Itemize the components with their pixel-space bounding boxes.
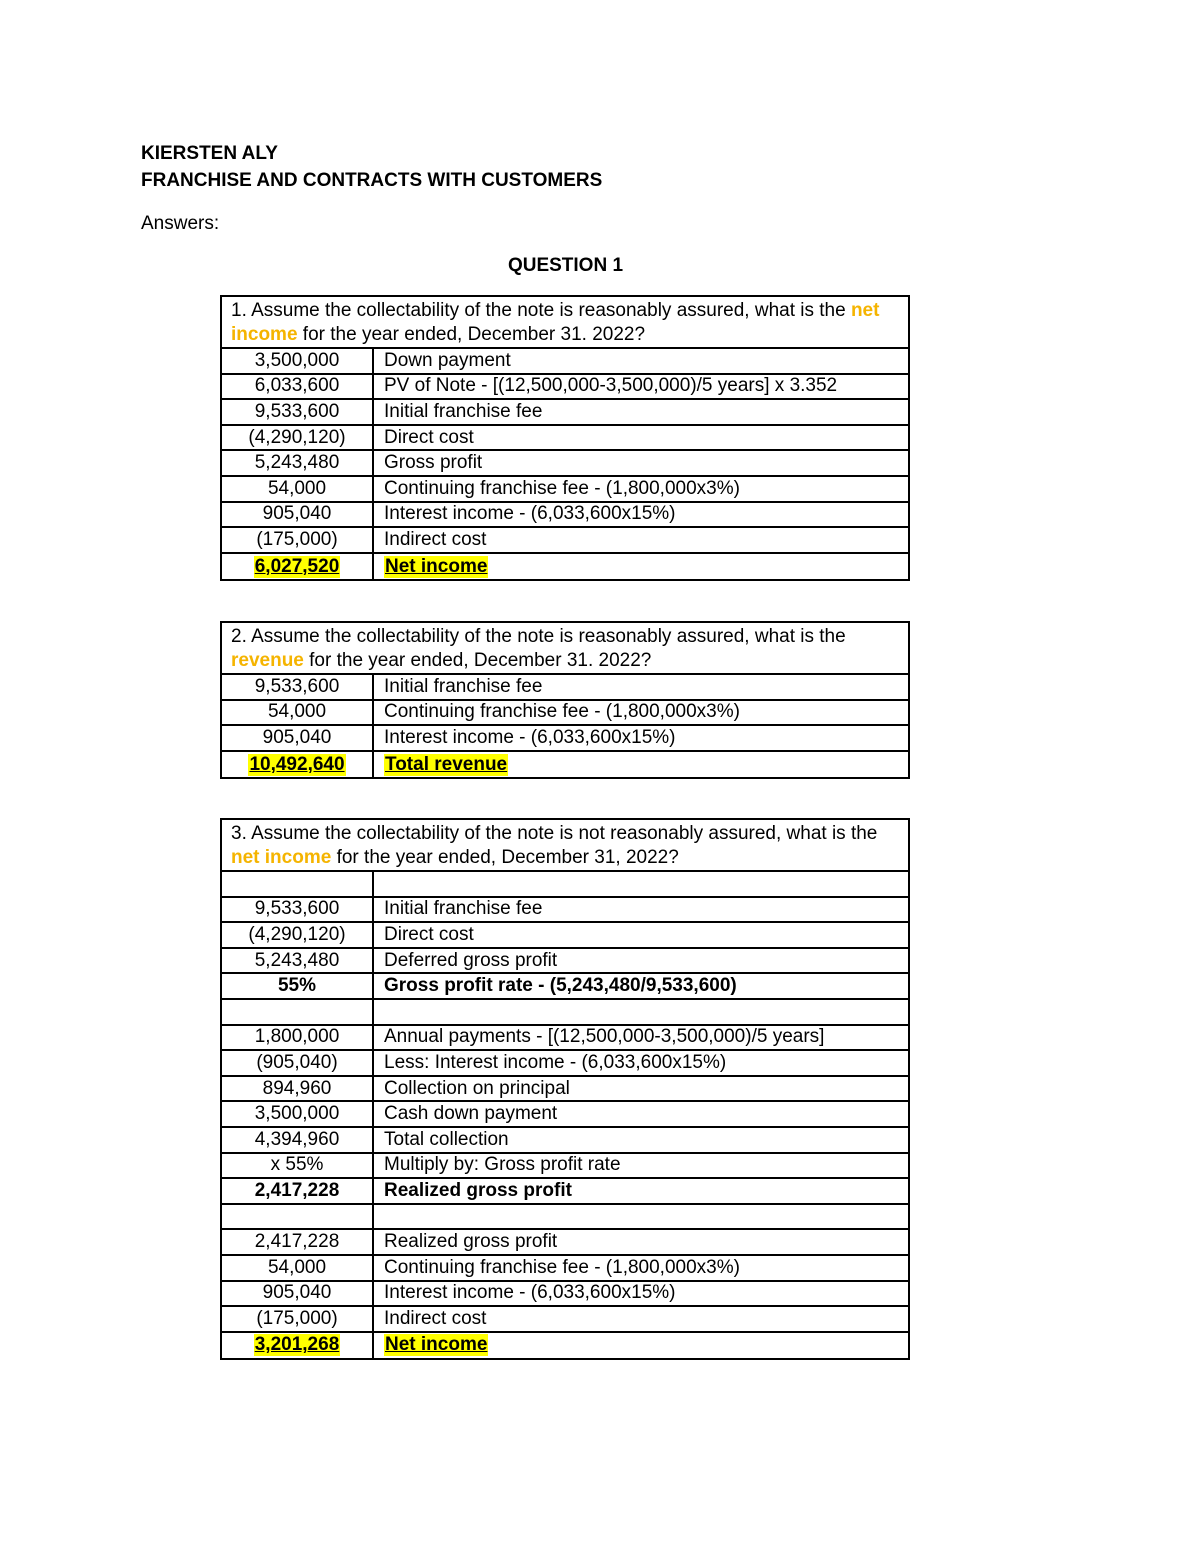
description-text: Realized gross profit (384, 1179, 572, 1201)
table-row (222, 1230, 908, 1256)
amount-cell (222, 1179, 374, 1203)
description-text: Indirect cost (384, 1307, 487, 1329)
table-row (222, 974, 908, 1000)
description-cell (374, 1077, 908, 1101)
question-prompt (222, 297, 908, 349)
amount-cell (222, 349, 374, 373)
description-cell (374, 477, 908, 501)
table-row (222, 503, 908, 529)
amount-value: 3,500,000 (254, 1103, 340, 1125)
description-text: Cash down payment (384, 1103, 558, 1125)
description-cell (374, 528, 908, 552)
description-text: Multiply by: Gross profit rate (384, 1154, 621, 1176)
amount-cell (222, 477, 374, 501)
question-title: QUESTION 1 (507, 255, 624, 276)
description-cell (374, 1128, 908, 1152)
description-text: Realized gross profit (384, 1231, 558, 1253)
table-row (222, 1179, 908, 1205)
amount-cell (222, 974, 374, 998)
table-row (222, 528, 908, 554)
description-text: Indirect cost (384, 528, 487, 550)
table-row (222, 375, 908, 401)
amount-cell (222, 872, 374, 896)
description-text: Net income (385, 1334, 488, 1356)
amount-value: 3,201,268 (254, 1334, 340, 1356)
description-text: Initial franchise fee (384, 400, 543, 422)
description-text: Continuing franchise fee - (1,800,000x3%) (384, 701, 740, 723)
answer-table-3 (220, 818, 910, 1360)
prompt-text: 3. Assume the collectability of the note is not reasonably assured, what is the (231, 823, 878, 844)
amount-cell (222, 503, 374, 527)
table-row (222, 726, 908, 752)
amount-value: 54,000 (267, 1256, 327, 1278)
amount-cell (222, 1077, 374, 1101)
table-row (222, 1205, 908, 1231)
prompt-text: for the year ended, December 31. 2022? (297, 324, 646, 345)
description-text: Total revenue (385, 753, 508, 775)
amount-cell (222, 554, 374, 580)
question-prompt (222, 820, 908, 872)
amount-cell (222, 1230, 374, 1254)
amount-cell (222, 1205, 374, 1229)
amount-cell (222, 1026, 374, 1050)
description-text: Direct cost (384, 923, 474, 945)
amount-value: 54,000 (267, 477, 327, 499)
amount-value: 6,033,600 (254, 375, 340, 397)
description-cell (374, 1282, 908, 1306)
answer-table-2 (220, 621, 910, 779)
description-text: Collection on principal (384, 1077, 570, 1099)
table-row (222, 426, 908, 452)
description-text: Gross profit rate - (5,243,480/9,533,600) (384, 975, 737, 997)
amount-cell (222, 375, 374, 399)
description-cell (374, 1230, 908, 1254)
description-cell (374, 1102, 908, 1126)
amount-cell (222, 1051, 374, 1075)
amount-value: 6,027,520 (254, 555, 340, 577)
description-text: Gross profit (384, 452, 483, 474)
description-cell (374, 1256, 908, 1280)
amount-value: 5,243,480 (254, 452, 340, 474)
description-cell (374, 1205, 908, 1229)
amount-value: 10,492,640 (249, 753, 345, 775)
amount-value: (905,040) (256, 1051, 338, 1073)
prompt-highlight: revenue (231, 650, 304, 671)
table-row (222, 1282, 908, 1308)
prompt-text: 2. Assume the collectability of the note is reasonably assured, what is the (231, 626, 846, 647)
amount-cell (222, 1154, 374, 1178)
amount-value: 2,417,228 (254, 1231, 340, 1253)
prompt-text: 1. Assume the collectability of the note is reasonably assured, what is the (231, 300, 851, 321)
prompt-text: for the year ended, December 31. 2022? (303, 650, 652, 671)
table-row (222, 1051, 908, 1077)
amount-cell (222, 1000, 374, 1024)
description-cell (374, 752, 908, 778)
table-row (222, 1307, 908, 1333)
description-cell (374, 451, 908, 475)
amount-value: 9,533,600 (254, 675, 340, 697)
table-row (222, 349, 908, 375)
amount-cell (222, 400, 374, 424)
description-cell (374, 554, 908, 580)
amount-cell (222, 1282, 374, 1306)
description-text: Deferred gross profit (384, 949, 558, 971)
amount-cell (222, 898, 374, 922)
amount-cell (222, 528, 374, 552)
description-text: Total collection (384, 1128, 509, 1150)
amount-cell (222, 675, 374, 699)
description-text: Annual payments - [(12,500,000-3,500,000)/5 years] (384, 1026, 825, 1048)
document-subject: FRANCHISE AND CONTRACTS WITH CUSTOMERS (141, 170, 603, 191)
table-row (222, 1000, 908, 1026)
amount-value: 4,394,960 (254, 1128, 340, 1150)
table-row (222, 923, 908, 949)
amount-cell (222, 752, 374, 778)
amount-cell (222, 726, 374, 750)
description-cell (374, 974, 908, 998)
amount-value: 55% (277, 975, 317, 997)
table-row (222, 949, 908, 975)
description-cell (374, 1307, 908, 1331)
amount-value: 905,040 (262, 503, 332, 525)
description-text: Net income (385, 555, 488, 577)
description-cell (374, 675, 908, 699)
description-cell (374, 375, 908, 399)
amount-value: 3,500,000 (254, 349, 340, 371)
table-row (222, 1128, 908, 1154)
amount-value: 54,000 (267, 701, 327, 723)
author-name: KIERSTEN ALY (141, 143, 278, 164)
table-row (222, 477, 908, 503)
description-cell (374, 503, 908, 527)
prompt-highlight: net income (231, 300, 880, 345)
answer-table-1 (220, 295, 910, 581)
amount-cell (222, 1307, 374, 1331)
table-row (222, 675, 908, 701)
table-row (222, 451, 908, 477)
question-prompt (222, 623, 908, 675)
amount-cell (222, 451, 374, 475)
table-row (222, 872, 908, 898)
amount-value: (175,000) (256, 1307, 338, 1329)
description-cell (374, 349, 908, 373)
description-cell (374, 1154, 908, 1178)
amount-value: (4,290,120) (248, 923, 346, 945)
description-cell (374, 923, 908, 947)
table-row (222, 554, 908, 580)
description-text: Initial franchise fee (384, 675, 543, 697)
amount-value: 5,243,480 (254, 949, 340, 971)
amount-cell (222, 1128, 374, 1152)
amount-cell (222, 923, 374, 947)
table-row (222, 1077, 908, 1103)
table-row (222, 701, 908, 727)
table-row (222, 1026, 908, 1052)
amount-value: 1,800,000 (254, 1026, 340, 1048)
table-row (222, 1102, 908, 1128)
amount-value: 9,533,600 (254, 400, 340, 422)
description-text: PV of Note - [(12,500,000-3,500,000)/5 years] x 3.352 (384, 375, 838, 397)
description-text: Interest income - (6,033,600x15%) (384, 503, 676, 525)
amount-cell (222, 1333, 374, 1359)
amount-value: 905,040 (262, 1282, 332, 1304)
description-cell (374, 726, 908, 750)
description-cell (374, 1000, 908, 1024)
description-text: Less: Interest income - (6,033,600x15%) (384, 1051, 727, 1073)
description-cell (374, 1333, 908, 1359)
amount-cell (222, 1102, 374, 1126)
amount-value: (175,000) (256, 528, 338, 550)
amount-value: 894,960 (262, 1077, 332, 1099)
description-text: Down payment (384, 349, 511, 371)
description-text: Interest income - (6,033,600x15%) (384, 1282, 676, 1304)
amount-value: (4,290,120) (248, 426, 346, 448)
table-row (222, 400, 908, 426)
prompt-text: for the year ended, December 31, 2022? (331, 847, 679, 868)
description-cell (374, 400, 908, 424)
description-cell (374, 1179, 908, 1203)
description-cell (374, 949, 908, 973)
description-text: Continuing franchise fee - (1,800,000x3%) (384, 1256, 740, 1278)
description-cell (374, 1051, 908, 1075)
table-row (222, 1333, 908, 1359)
amount-cell (222, 949, 374, 973)
description-text: Interest income - (6,033,600x15%) (384, 726, 676, 748)
description-text: Initial franchise fee (384, 898, 543, 920)
description-text: Continuing franchise fee - (1,800,000x3%) (384, 477, 740, 499)
amount-value: x 55% (270, 1154, 324, 1176)
amount-cell (222, 426, 374, 450)
description-cell (374, 701, 908, 725)
amount-value: 905,040 (262, 726, 332, 748)
description-cell (374, 1026, 908, 1050)
description-text: Direct cost (384, 426, 474, 448)
answers-label: Answers: (141, 213, 220, 234)
description-cell (374, 872, 908, 896)
amount-cell (222, 1256, 374, 1280)
table-row (222, 1256, 908, 1282)
amount-value: 2,417,228 (254, 1179, 340, 1201)
amount-cell (222, 701, 374, 725)
description-cell (374, 898, 908, 922)
table-row (222, 1154, 908, 1180)
table-row (222, 898, 908, 924)
prompt-highlight: net income (231, 847, 332, 868)
table-row (222, 752, 908, 778)
amount-value: 9,533,600 (254, 898, 340, 920)
description-cell (374, 426, 908, 450)
